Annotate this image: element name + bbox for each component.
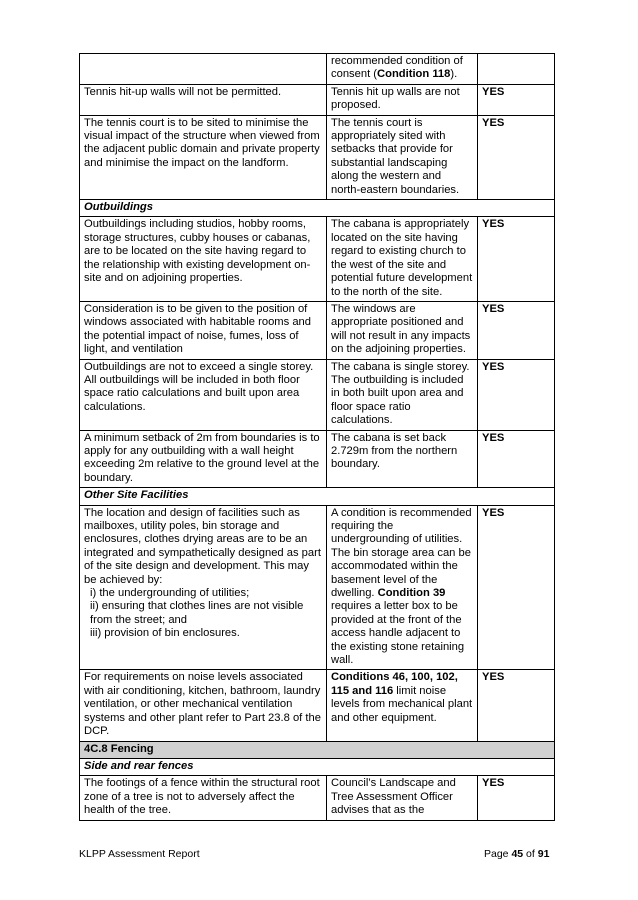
list-item: iii) provision of bin enclosures. [90,627,240,640]
table-row [80,84,555,115]
section-row [80,488,555,505]
table-row [80,430,555,488]
section-row [80,741,555,758]
compliance-cell: YES [478,217,555,301]
comment-cell: The windows are appropriate positioned and will not result in any impacts on the adjoining properties. [327,301,478,359]
table-row [80,301,555,359]
compliance-cell: YES [478,359,555,430]
section-row [80,758,555,775]
section-heading: Other Site Facilities [80,488,555,505]
table-row [80,776,555,820]
footer-report-title: KLPP Assessment Report [79,848,200,860]
comment-cell: Tennis hit up walls are not proposed. [327,84,478,115]
assessment-table [79,53,555,821]
comment-cell: Conditions 46, 100, 102, 115 and 116 limit noise levels from mechanical plant and other equipment. [327,670,478,741]
compliance-cell: YES [478,301,555,359]
list-item: ii) ensuring that clothes lines are not visible from the street; and [90,600,304,626]
table-row [80,670,555,741]
control-cell [80,505,327,670]
comment-cell: The cabana is set back 2.729m from the northern boundary. [327,430,478,488]
section-heading-shaded: 4C.8 Fencing [80,741,555,758]
control-cell: The tennis court is to be sited to minimise the visual impact of the structure when viewed from the adjacent public domain and private property and minimise the impact on the landform. [80,115,327,199]
compliance-cell: YES [478,776,555,820]
control-cell: Consideration is to be given to the position of windows associated with habitable rooms and the potential impact of noise, fumes, loss of light, and ventilation [80,301,327,359]
section-heading: Outbuildings [80,200,555,217]
control-cell: A minimum setback of 2m from boundaries is to apply for any outbuilding with a wall height exceeding 2m relative to the ground level at the boundary. [80,430,327,488]
condition-ref: Conditions 46, 100, 102, 115 and 116 [331,671,458,697]
section-row [80,200,555,217]
control-cell: For requirements on noise levels associated with air conditioning, kitchen, bathroom, laundry ventilation, or other mechanical ventilation systems and other plant refer to Part 23.8 of the DCP. [80,670,327,741]
comment-cell: The tennis court is appropriately sited with setbacks that provide for substantial landscaping along the western and north-eastern boundaries. [327,115,478,199]
footer-page-number: Page 45 of 91 [484,848,550,860]
table-row [80,54,555,85]
control-cell [80,54,327,85]
condition-ref: Condition 118 [377,68,451,81]
control-cell: Outbuildings are not to exceed a single storey. All outbuildings will be included in both floor space ratio calculations and built upon area calculations. [80,359,327,430]
compliance-cell: YES [478,505,555,670]
control-text: The location and design of facilities such as mailboxes, utility poles, bin storage and enclosures, clothes drying areas are to be an integrated and sympathetically designed as part of the site design and development. This may be achieved by: [84,506,321,586]
section-heading: Side and rear fences [80,758,555,775]
comment-cell: A condition is recommended requiring the undergrounding of utilities. The bin storage area can be accommodated within the basement level of the dwelling. Condition 39 requires a letter box to be provided at the front of the access handle adjacent to the existing stone retaining wall. [327,505,478,670]
control-cell: The footings of a fence within the structural root zone of a tree is not to adversely affect the health of the tree. [80,776,327,820]
compliance-cell: YES [478,84,555,115]
condition-ref: Condition 39 [377,587,446,600]
compliance-cell: YES [478,115,555,199]
comment-cell: The cabana is single storey. The outbuilding is included in both built upon area and floor space ratio calculations. [327,359,478,430]
comment-cell: Council’s Landscape and Tree Assessment Officer advises that as the [327,776,478,820]
table-row [80,505,555,670]
table-row [80,217,555,301]
compliance-cell [478,54,555,85]
control-cell: Outbuildings including studios, hobby rooms, storage structures, cubby houses or cabanas, are to be located on the site having regard to the relationship with existing development on-site and on adjoining properties. [80,217,327,301]
comment-cell: The cabana is appropriately located on the site having regard to existing church to the west of the site and potential future development to the north of the site. [327,217,478,301]
list-item: i) the undergrounding of utilities; [90,587,250,600]
compliance-cell: YES [478,430,555,488]
table-row [80,359,555,430]
compliance-cell: YES [478,670,555,741]
control-cell: Tennis hit-up walls will not be permitted. [80,84,327,115]
comment-cell: recommended condition of consent (Condition 118). [327,54,478,85]
table-row [80,115,555,199]
